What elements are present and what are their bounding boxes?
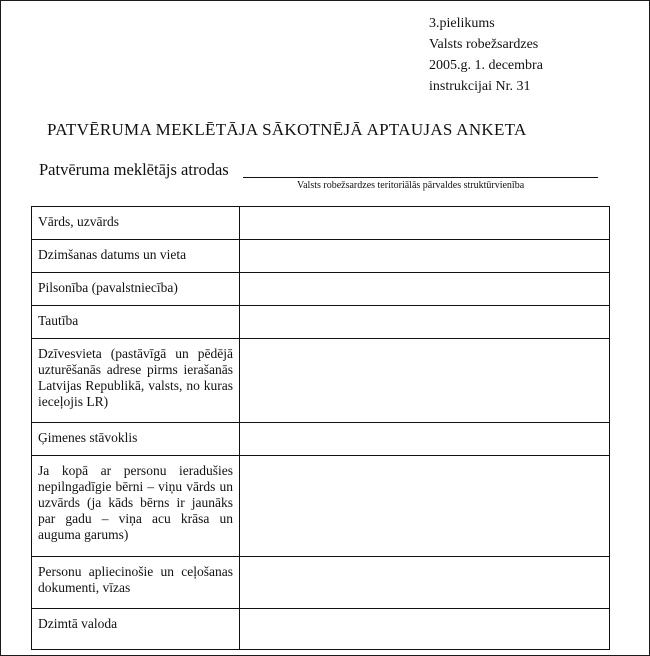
- row-field-residence[interactable]: [240, 339, 610, 423]
- location-label: Patvēruma meklētājs atrodas: [39, 160, 229, 179]
- form-row-marital: [32, 423, 610, 456]
- row-field-nationality[interactable]: [240, 306, 610, 339]
- row-label-birth: Dzimšanas datums un vieta: [32, 240, 240, 273]
- row-field-birth[interactable]: [240, 240, 610, 273]
- form-row-residence: [32, 339, 610, 423]
- form-row-citizenship: [32, 273, 610, 306]
- form-row-language: [32, 609, 610, 650]
- questionnaire-table: [31, 206, 610, 650]
- row-label-residence: Dzīvesvieta (pastāvīgā un pēdējā uzturēšanās adrese pirms ierašanās Latvijas Republikā, valsts, no kuras ieceļojis LR): [32, 339, 240, 423]
- row-label-citizenship: Pilsonība (pavalstniecība): [32, 273, 240, 306]
- form-row-nationality: [32, 306, 610, 339]
- annex-instruction: instrukcijai Nr. 31: [429, 79, 531, 94]
- form-row-documents: [32, 557, 610, 609]
- annex-issuer: Valsts robežsardzes: [429, 37, 539, 52]
- row-label-children: Ja kopā ar personu ieradušies nepilngadīgie bērni – viņu vārds un uzvārds (ja kāds bērns ir jaunāks par gadu – viņa acu krāsa un auguma garums): [32, 456, 240, 557]
- annex-date: 2005.g. 1. decembra: [429, 58, 543, 73]
- row-label-language: Dzimtā valoda: [32, 609, 240, 650]
- location-caption: Valsts robežsardzes teritoriālās pārvaldes struktūrvienība: [297, 180, 525, 191]
- form-row-birth: [32, 240, 610, 273]
- row-field-citizenship[interactable]: [240, 273, 610, 306]
- location-input-line[interactable]: [243, 177, 598, 178]
- row-field-language[interactable]: [240, 609, 610, 650]
- annex-reference: [429, 13, 543, 97]
- row-label-nationality: Tautība: [32, 306, 240, 339]
- annex-number: 3.pielikums: [429, 16, 495, 31]
- row-label-name: Vārds, uzvārds: [32, 207, 240, 240]
- row-field-children[interactable]: [240, 456, 610, 557]
- form-title: PATVĒRUMA MEKLĒTĀJA SĀKOTNĒJĀ APTAUJAS ANKETA: [47, 120, 527, 139]
- row-field-name[interactable]: [240, 207, 610, 240]
- row-field-documents[interactable]: [240, 557, 610, 609]
- row-field-marital[interactable]: [240, 423, 610, 456]
- row-label-marital: Ģimenes stāvoklis: [32, 423, 240, 456]
- form-row-name: [32, 207, 610, 240]
- row-label-documents: Personu apliecinošie un ceļošanas dokumenti, vīzas: [32, 557, 240, 609]
- form-row-children: [32, 456, 610, 557]
